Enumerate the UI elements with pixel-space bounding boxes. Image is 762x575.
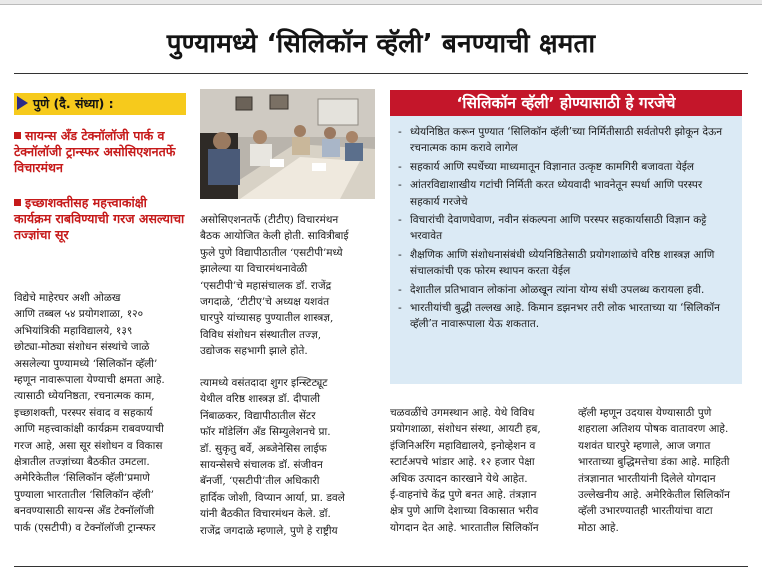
page-top-strip xyxy=(0,0,762,5)
dash-bullet: - xyxy=(398,283,402,296)
headline-rule xyxy=(14,73,748,74)
article-column-2b: त्यामध्ये वसंतदादा शुगर इन्स्टिट्यूट येथील वरिष्ठ शास्त्रज्ञ डॉ. दीपाली निंबाळकर, विद्यापीठातील सेंटर फॉर मॉडेलिंग अँड सिम्युलेशनचे प्रा. डॉ. सुकृतु बर्वे, अब्जेनेसिस लाईफ सायन्सेसचे संचालक डॉ. संजीवन बॅनर्जी, ‘एसटीपी’तील अधिकारी हार्दिक जोशी, विप्यान आर्या, प्रा. डवले यांनी बैठकीत विचारमंथन केले. डॉ. राजेंद्र जगदाळे म्हणाले, पुणे हे राष्ट्रीय xyxy=(200,377,345,537)
dash-bullet: - xyxy=(398,214,402,227)
dash-bullet: - xyxy=(398,248,402,261)
dash-bullet: - xyxy=(398,160,402,173)
sidebar-list-item: - सहकार्य आणि स्पर्धेच्या माध्यमातून विज्ञानात उत्कृष्ट कामगिरी बजावता येईल xyxy=(410,159,734,175)
subheading-2: इच्छाशक्तीसह महत्त्वाकांक्षी कार्यक्रम राबविण्याची गरज असल्याचा तज्ज्ञांचा सूर xyxy=(14,195,185,242)
article-column-3: चळवळींचे उगमस्थान आहे. येथे विविध प्रयोगशाळा, संशोधन संस्था, आयटी हब, इंजिनिअरिंग महाविद्यालये, इनोव्हेशन व स्टार्टअपचे भांडार आहे. १२ हजार पेक्षा अधिक उत्पादन कारखाने येथे आहेत. ई-वाहनांचे केंद्र पुणे बनत आहे. तंत्रज्ञान क्षेत्र पुणे आणि देशाच्या विकासात भरीव योगदान देत आहे. भारतातील सिलिकॉन xyxy=(390,407,541,534)
dash-bullet: - xyxy=(398,302,402,315)
subheading-1: सायन्स अँड टेक्नॉलॉजी पार्क व टेक्नॉलॉजी ट्रान्स्फर असोसिएशनतर्फे विचारमंथन xyxy=(14,128,176,175)
sidebar-list-item: - विचारांची देवाणघेवाण, नवीन संकल्पना आणि परस्पर सहकार्यासाठी विज्ञान कट्टे भरवावेत xyxy=(398,214,707,243)
meeting-photo xyxy=(200,89,375,199)
square-bullet-icon xyxy=(14,132,21,139)
dash-bullet: - xyxy=(398,179,402,192)
dateline-text: पुणे (दै. संध्या) : xyxy=(33,96,114,111)
headline: पुण्यामध्ये ‘सिलिकॉन व्हॅली’ बनण्याची क्षमता xyxy=(166,29,596,59)
sidebar-list xyxy=(390,116,742,333)
sidebar-list-item: - आंतरविद्याशाखीय गटांची निर्मिती करत ध्येयवादी भावनेतून स्पर्धा आणि परस्पर सहकार्य गरजेचे xyxy=(398,179,703,208)
sidebar-title: ‘सिलिकॉन व्हॅली’ होण्यासाठी हे गरजेचे xyxy=(390,90,742,116)
sidebar-box xyxy=(390,116,742,384)
dateline xyxy=(14,93,186,115)
article-column-1: विद्येचे माहेरघर अशी ओळख आणि तब्बल ५४ प्रयोगशाळा, १२० अभियांत्रिकी महाविद्यालये, १३९ छोट्या-मोठ्या संशोधन संस्थांचे जाळे असलेल्या पुण्यामध्ये ‘सिलिकॉन व्हॅली’ म्हणून नावारूपाला येण्याची क्षमता आहे. त्यासाठी ध्येयनिष्ठता, रचनात्मक काम, इच्छाशक्ती, परस्पर संवाद व सहकार्य आणि महत्त्वाकांक्षी कार्यक्रम राबवण्याची गरज आहे, असा सूर संशोधन व विकास क्षेत्रातील तज्ज्ञांच्या बैठकीत उमटला. अमेरिकेतील ‘सिलिकॉन व्हॅली’प्रमाणे पुण्याला भारतातील ‘सिलिकॉन व्हॅली’ बनवण्यासाठी सायन्स अँड टेक्नॉलॉजी पार्क (एसटीपी) व टेक्नॉलॉजी ट्रान्स्फर xyxy=(14,292,165,534)
triangle-icon xyxy=(17,96,28,110)
article-column-4: व्हॅली म्हणून उदयास येण्यासाठी पुणे शहराला अतिशय पोषक वातावरण आहे. यशवंत घारपुरे म्हणाले, आज जगात भारताच्या बुद्धिमत्तेचा डंका आहे. माहिती तंत्रज्ञानात भारतीयांनी दिलेले योगदान उल्लेखनीय आहे. अमेरिकेतील सिलिकॉन व्हॅली उभारण्यातही भारतीयांचा वाटा मोठा आहे. xyxy=(578,407,730,534)
sidebar-list-item: - देशातील प्रतिभावान लोकांना ओळखून त्यांना योग्य संधी उपलब्ध करायला हवी. xyxy=(410,282,734,298)
sidebar-list-item: - शैक्षणिक आणि संशोधनासंबंधी ध्येयनिष्ठितेसाठी प्रयोगशाळांचे वरिष्ठ शास्त्रज्ञ आणि संचालकांची एक फोरम स्थापन करता येईल xyxy=(398,248,715,278)
sidebar-list-item: - ध्येयनिष्ठित करून पुण्यात ‘सिलिकॉन व्हॅली’च्या निर्मितीसाठी सर्वतोपरी झोकून देऊन रचनात्मक काम करावे लागेल xyxy=(398,126,723,155)
sidebar-list-item: - भारतीयांची बुद्धी तल्लख आहे. किमान डझनभर तरी लोक भारताच्या या ‘सिलिकॉन व्हॅली’त नावारूपाला येऊ शकतात. xyxy=(398,302,720,331)
bottom-rule xyxy=(14,566,748,567)
square-bullet-icon xyxy=(14,199,21,206)
dash-bullet: - xyxy=(398,126,402,138)
article-column-2a: असोसिएशनतर्फे (टीटीए) विचारमंथन बैठक आयोजित केली होती. सावित्रीबाई फुले पुणे विद्यापीठातील ‘एसटीपी’मध्ये झालेल्या या विचारमंथनावेळी ‘एसटीपी’चे महासंचालक डॉ. राजेंद्र जगदाळे, ‘टीटीए’चे अध्यक्ष यशवंत घारपुरे यांच्यासह पुण्यातील शास्त्रज्ञ, विविध संशोधन संस्थातील तज्ज्ञ, उद्योजक सहभागी झाले होते. xyxy=(200,214,349,358)
